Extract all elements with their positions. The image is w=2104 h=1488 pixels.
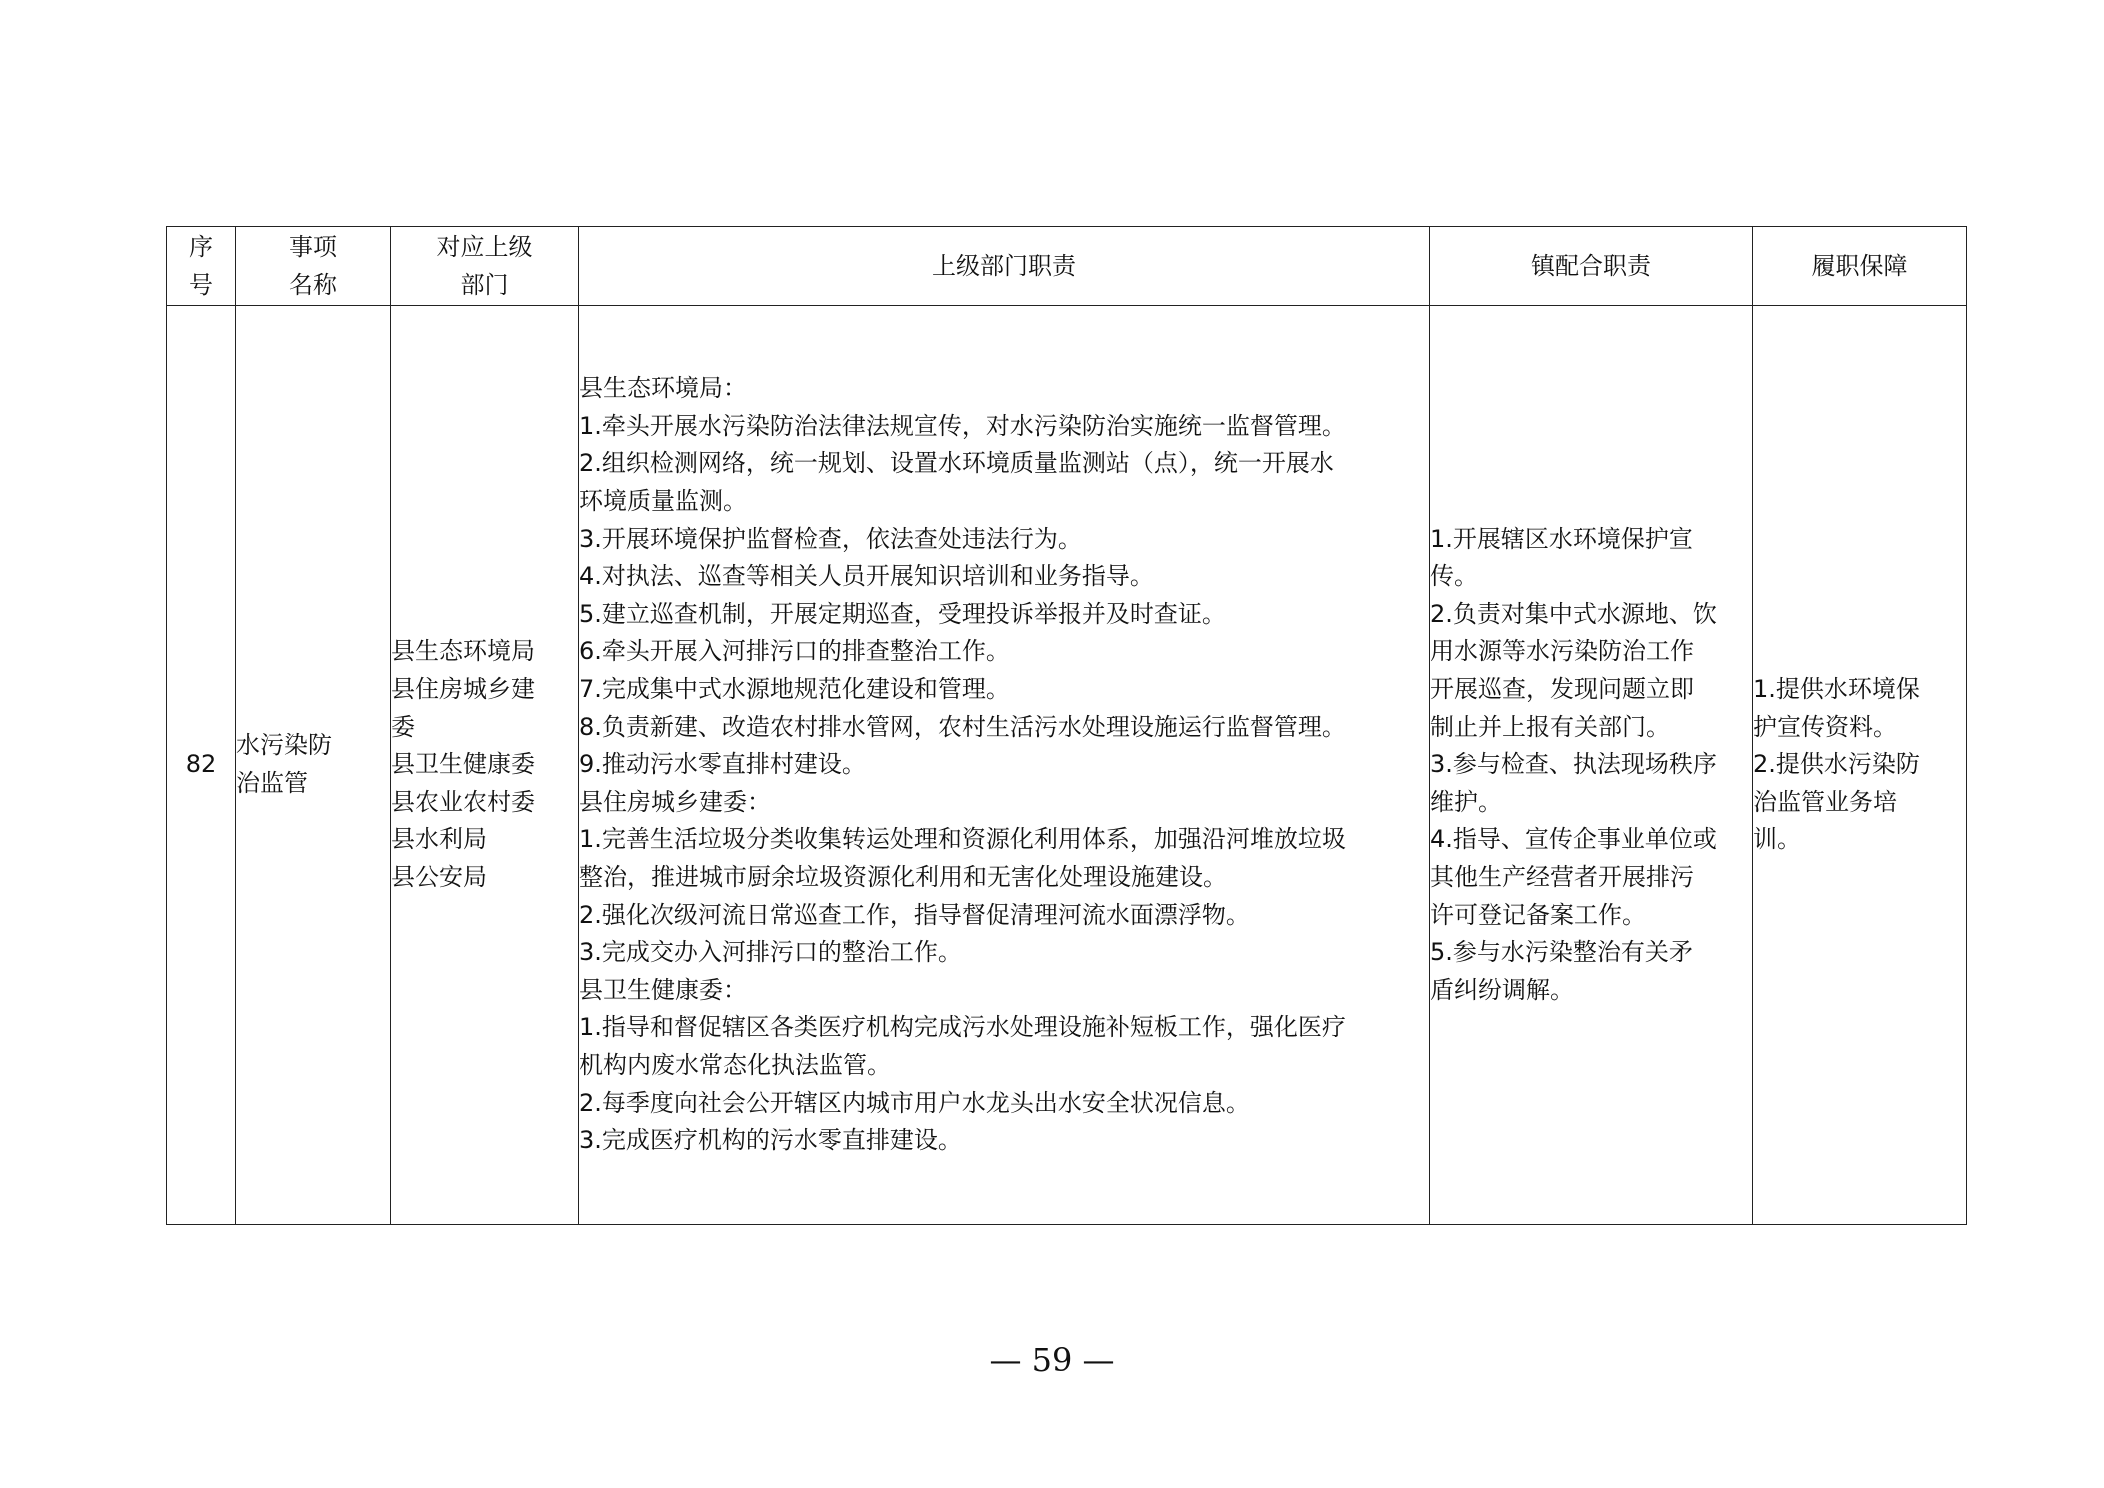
cell-item-name: 水污染防 治监管 <box>236 306 391 1225</box>
header-town-duty: 镇配合职责 <box>1430 227 1753 306</box>
superior-duty-line: 8.负责新建、改造农村排水管网，农村生活污水处理设施运行监督管理。 <box>579 712 1346 741</box>
table-row <box>167 306 1967 1225</box>
superior-duty-line: 3.完成医疗机构的污水零直排建设。 <box>579 1126 962 1155</box>
department-line: 县卫生健康委 <box>391 750 535 779</box>
superior-duty-line: 县卫生健康委： <box>579 975 747 1004</box>
town-duty-line: 3.参与检查、执法现场秩序 <box>1430 750 1717 779</box>
superior-duty-line: 9.推动污水零直排村建设。 <box>579 750 866 779</box>
superior-duty-line: 整治，推进城市厨余垃圾资源化利用和无害化处理设施建设。 <box>579 862 1227 891</box>
department-line: 县农业农村委 <box>391 787 535 816</box>
town-duty-line: 2.负责对集中式水源地、饮 <box>1430 599 1717 628</box>
superior-duty-line: 县生态环境局： <box>579 374 747 403</box>
town-duty-line: 1.开展辖区水环境保护宣 <box>1430 524 1693 553</box>
town-duty-line: 制止并上报有关部门。 <box>1430 712 1670 741</box>
department-line: 县水利局 <box>391 825 487 854</box>
town-duty-line: 盾纠纷调解。 <box>1430 975 1574 1004</box>
superior-duty-line: 3.开展环境保护监督检查，依法查处违法行为。 <box>579 524 1082 553</box>
table-header-row <box>167 227 1967 306</box>
cell-superior-duty <box>579 306 1430 1225</box>
superior-duty-line: 4.对执法、巡查等相关人员开展知识培训和业务指导。 <box>579 562 1154 591</box>
department-line: 县公安局 <box>391 862 487 891</box>
duty-table <box>166 226 1967 1225</box>
guarantee-line: 治监管业务培 <box>1753 787 1897 816</box>
superior-duty-line: 7.完成集中式水源地规范化建设和管理。 <box>579 675 1010 704</box>
department-line: 县生态环境局 <box>391 637 535 666</box>
header-seq: 序 号 <box>167 227 236 306</box>
superior-duty-line: 1.完善生活垃圾分类收集转运处理和资源化利用体系，加强沿河堆放垃圾 <box>579 825 1346 854</box>
department-line: 委 <box>391 712 415 741</box>
department-line: 县住房城乡建 <box>391 675 535 704</box>
cell-guarantee <box>1753 306 1967 1225</box>
superior-duty-line: 县住房城乡建委： <box>579 787 771 816</box>
town-duty-line: 许可登记备案工作。 <box>1430 900 1646 929</box>
superior-duty-line: 机构内废水常态化执法监管。 <box>579 1050 891 1079</box>
header-superior-duty: 上级部门职责 <box>579 227 1430 306</box>
town-duty-line: 用水源等水污染防治工作 <box>1430 637 1694 666</box>
cell-seq: 82 <box>167 306 236 1225</box>
page-number: — 59 — <box>989 1341 1115 1379</box>
header-item-name: 事项 名称 <box>236 227 391 306</box>
guarantee-line: 2.提供水污染防 <box>1753 750 1920 779</box>
header-superior-dept: 对应上级 部门 <box>391 227 579 306</box>
town-duty-line: 5.参与水污染整治有关矛 <box>1430 938 1693 967</box>
superior-duty-line: 6.牵头开展入河排污口的排查整治工作。 <box>579 637 1010 666</box>
guarantee-line: 1.提供水环境保 <box>1753 675 1920 704</box>
town-duty-line: 其他生产经营者开展排污 <box>1430 862 1694 891</box>
superior-duty-line: 1.牵头开展水污染防治法律法规宣传，对水污染防治实施统一监督管理。 <box>579 411 1346 440</box>
superior-duty-line: 2.组织检测网络，统一规划、设置水环境质量监测站（点），统一开展水 <box>579 449 1334 478</box>
guarantee-line: 护宣传资料。 <box>1753 712 1897 741</box>
town-duty-line: 传。 <box>1430 562 1478 591</box>
superior-duty-line: 3.完成交办入河排污口的整治工作。 <box>579 938 962 967</box>
superior-duty-line: 2.每季度向社会公开辖区内城市用户水龙头出水安全状况信息。 <box>579 1088 1250 1117</box>
cell-town-duty <box>1430 306 1753 1225</box>
town-duty-line: 维护。 <box>1430 787 1502 816</box>
cell-departments <box>391 306 579 1225</box>
superior-duty-line: 5.建立巡查机制，开展定期巡查，受理投诉举报并及时查证。 <box>579 599 1226 628</box>
superior-duty-line: 1.指导和督促辖区各类医疗机构完成污水处理设施补短板工作，强化医疗 <box>579 1013 1346 1042</box>
superior-duty-line: 环境质量监测。 <box>579 487 747 516</box>
guarantee-line: 训。 <box>1753 825 1801 854</box>
town-duty-line: 开展巡查，发现问题立即 <box>1430 675 1694 704</box>
superior-duty-line: 2.强化次级河流日常巡查工作，指导督促清理河流水面漂浮物。 <box>579 900 1250 929</box>
town-duty-line: 4.指导、宣传企事业单位或 <box>1430 825 1717 854</box>
header-guarantee: 履职保障 <box>1753 227 1967 306</box>
